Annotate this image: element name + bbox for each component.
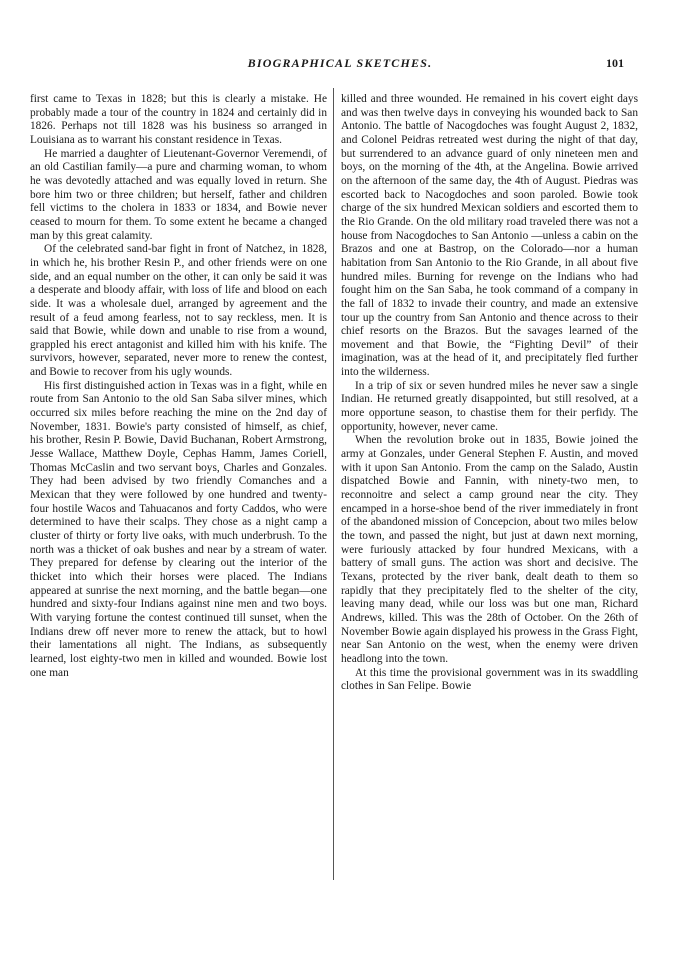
paragraph: When the revolution broke out in 1835, Bowie joined the army at Gonzales, under General Stephen F. Austin, and moved with it upon San Antonio. From the camp on the Salado, Austin dispatched Bowie and Fannin, with ninety-two men, to reconnoitre and select a camp ground near the city. They encamped in a horse-shoe bend of the river immediately in front of the abandoned mission of Concepcion, about two miles below the town, and passed the night, but just at dawn next morning, were furiously attacked by four hundred Mexicans, with a battery of small guns. The action was short and decisive. The Texans, protected by the river bank, dealt death to them so rapidly that they precipitately fled to the shelter of the city, leaving many dead, while our loss was but one man, Richard Andrews, killed. This was the 28th of October. On the 26th of November Bowie again displayed his prowess in the Grass Fight, near San Antonio on the west, when the enemy were driven headlong into the town. (341, 434, 638, 665)
paragraph: first came to Texas in 1828; but this is clearly a mistake. He probably made a tour of the country in 1824 and certainly did in 1826. Perhaps not till 1828 was his business so arranged in Louisiana as to warrant his constant residence in Texas. (30, 93, 327, 146)
page-number: 101 (606, 56, 624, 70)
paragraph: At this time the provisional government was in its swaddling clothes in San Felipe. Bowie (341, 666, 638, 693)
right-column (341, 93, 638, 694)
running-head (0, 56, 680, 74)
paragraph: Of the celebrated sand-bar fight in front of Natchez, in 1828, in which he, his brother Resin P., and other friends were on one side, and an equal number on the other, it can only be said it was a desperate and bloody affair, with loss of life and blood on each side. It was a wholesale duel, arranged by agreement and the result of a feud among fearless, not to say reckless, men. It is said that Bowie, while down and unable to rise from a wound, grappled his erect antagonist and killed him with his knife. The survivors, however, separated, never more to renew the contest, and Bowie to recover from his ugly wounds. (30, 243, 327, 379)
paragraph: killed and three wounded. He remained in his covert eight days and was then twelve days in conveying his wounded back to San Antonio. The battle of Nacogdoches was fought August 2, 1832, and Colonel Peidras retreated west during the night of that day, but surrendered to an advance guard of only nineteen men and boys, on the morning of the 4th, at the Angelina. Bowie arrived on the afternoon of the same day, the 4th of August. Piedras was escorted back to Nacogdoches and soon paroled. Bowie took charge of the six hundred Mexican soldiers and escorted them to the Rio Grande. On the old military road traveled there was not a house from Nacogdoches to San Antonio —unless a cabin on the Brazos and one at Bastrop, on the Colorado—nor a human habitation from San Antonio to the Rio Grande, in all about five hundred miles. Burning for revenge on the Indians who had fought him on the San Saba, he took command of a company in the fall of 1832 to invade their country, and made an extensive tour up the country from San Antonio and thence across to their chief resorts on the Brazos. But the savages learned of the movement and that Bowie, the “Fighting Devil” of their imagination, was at the head of it, and precipitately fled further into the wilderness. (341, 93, 638, 379)
paragraph: His first distinguished action in Texas was in a fight, while en route from San Antonio to the old San Saba silver mines, which occurred six miles before reaching the mine on the 2nd day of November, 1831. Bowie's party consisted of himself, as chief, his brother, Resin P. Bowie, David Buchanan, Robert Armstrong, Jesse Wallace, Matthew Doyle, Cephas Hamm, James Coriell, Thomas McCaslin and two servant boys, Charles and Gonzales. They had been advised by two friendly Comanches and a Mexican that they were followed by one hundred and twenty-four hostile Wacos and Tahuacanos and forty Caddos, who were determined to have their scalps. They chose as a night camp a cluster of thirty or forty live oaks, with much underbrush. To the north was a thicket of oak bushes and near by a stream of water. They prepared for defense by clearing out the interior of the thicket into which their horses were placed. The Indians appeared at sunrise the next morning, and the battle began—one hundred and sixty-four Indians against nine men and two boys. With varying fortune the contest continued till sunset, when the Indians drew off never more to renew the attack, but to howl their lamentations all night. The Indians, as subsequently learned, lost eighty-two men in killed and wounded. Bowie lost one man (30, 379, 327, 679)
running-title: BIOGRAPHICAL SKETCHES. (247, 56, 433, 70)
paragraph: In a trip of six or seven hundred miles he never saw a single Indian. He returned greatly disappointed, but still resolved, at a more opportune season, to chastise them for their perfidy. The opportunity, however, never came. (341, 379, 638, 433)
left-column (30, 93, 327, 680)
paragraph: He married a daughter of Lieutenant-Governor Veremendi, of an old Castilian family—a pure and charming woman, to whom he was devotedly attached and was equally loved in return. She bore him two or three children; but herself, father and children fell victims to the cholera in 1833 or 1834, and Bowie never ceased to mourn for them. To some extent he became a changed man by this great calamity. (30, 147, 327, 242)
column-divider (333, 88, 334, 880)
